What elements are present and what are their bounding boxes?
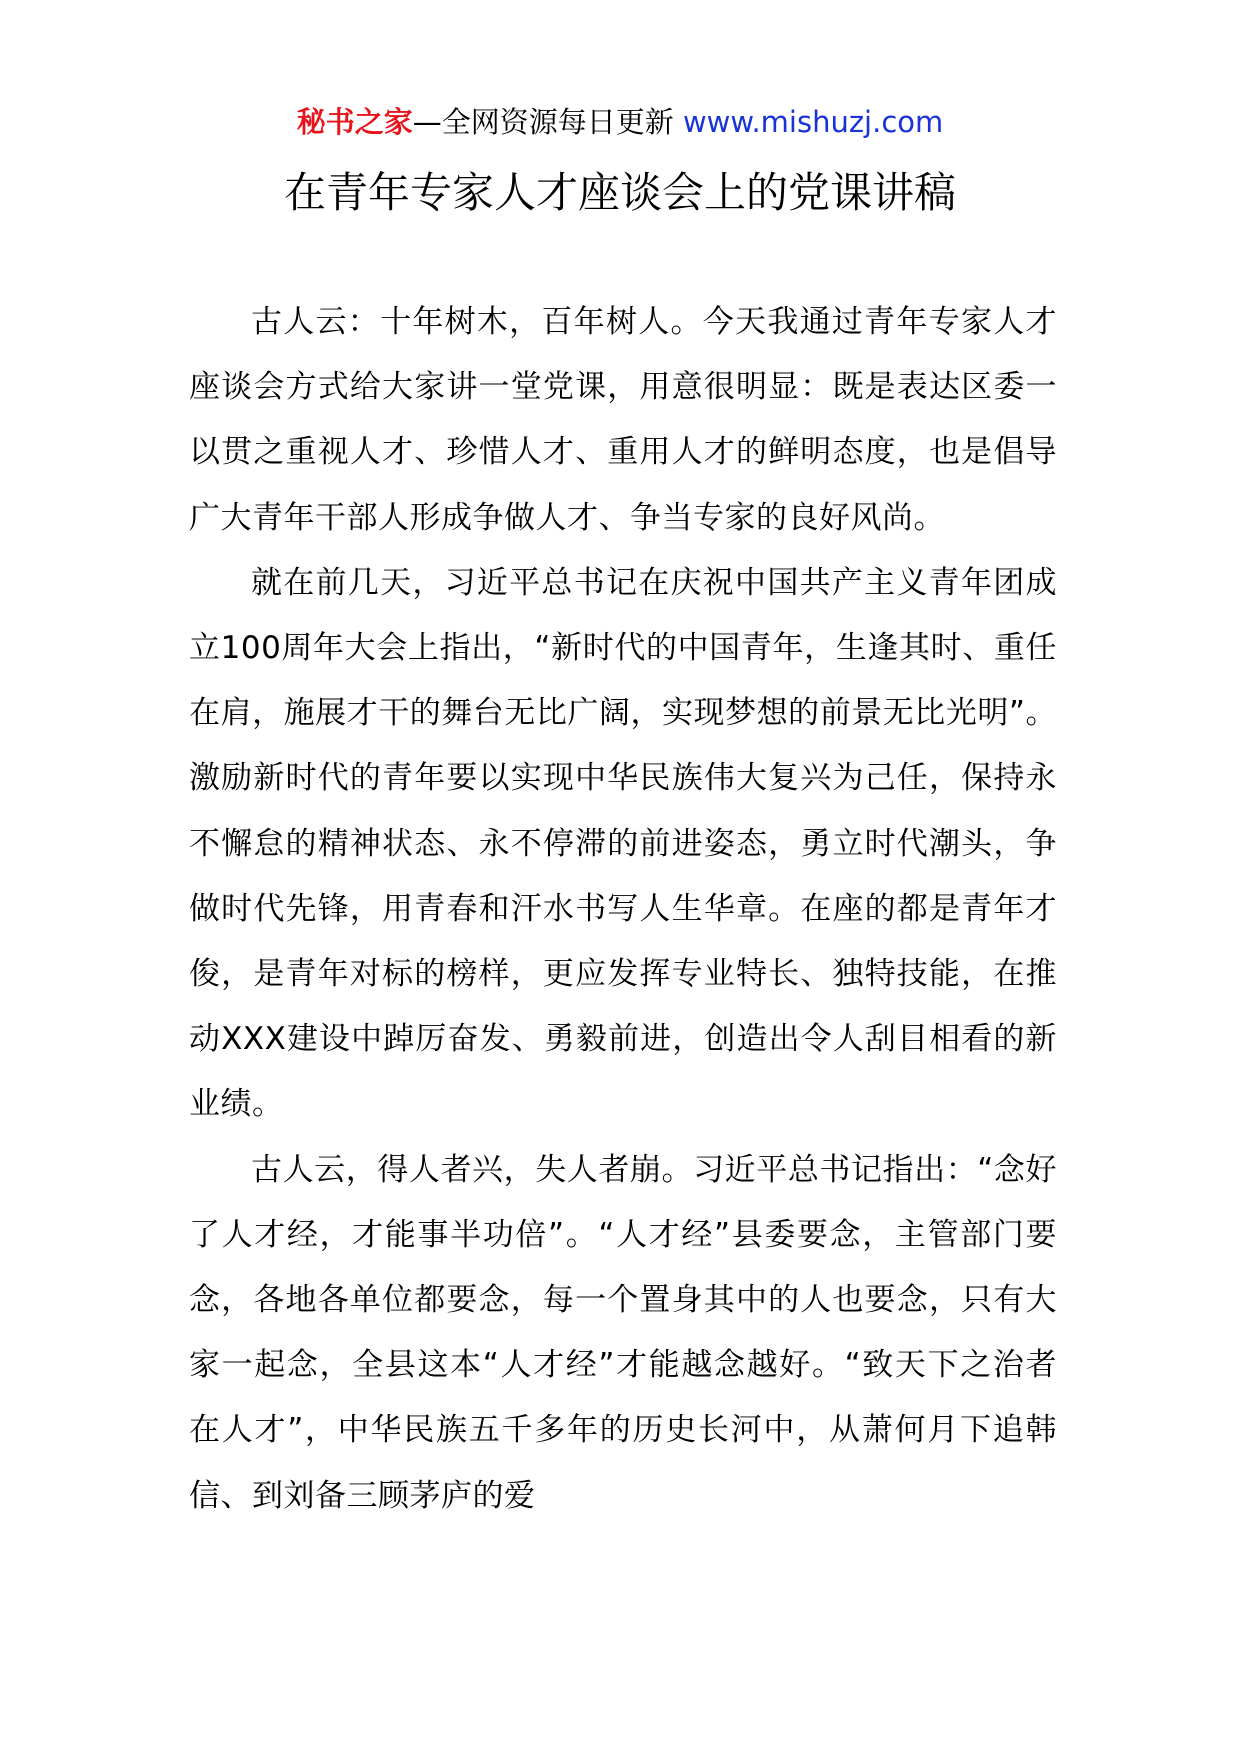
paragraph-2: 就在前几天，习近平总书记在庆祝中国共产主义青年团成立100周年大会上指出，“新时代的中国青年，生逢其时、重任在肩，施展才干的舞台无比广阔，实现梦想的前景无比光明”。激励新时代的青年要以实现中华民族伟大复兴为己任，保持永不懈怠的精神状态、永不停滞的前进姿态，勇立时代潮头，争做时代先锋，用青春和汗水书写人生华章。在座的都是青年才俊，是青年对标的榜样，更应发挥专业特长、独特技能，在推动XXX建设中踔厉奋发、勇毅前进，创造出令人刮目相看的新业绩。 — [189, 564, 1057, 1123]
paragraph-3: 古人云，得人者兴，失人者崩。习近平总书记指出：“念好了人才经，才能事半功倍”。“人才经”县委要念，主管部门要念，各地各单位都要念，每一个置身其中的人也要念，只有大家一起念，全县这本“人才经”才能越念越好。“致天下之治者在人才”，中华民族五千多年的历史长河中，从萧何月下追韩信、到刘备三顾茅庐的爱 — [189, 1151, 1057, 1514]
site-header — [0, 100, 1240, 144]
document-body — [189, 290, 1057, 1529]
document-title: 在青年专家人才座谈会上的党课讲稿 — [283, 168, 956, 217]
site-brand: 秘书之家 — [296, 105, 413, 139]
site-tagline: —全网资源每日更新 — [412, 105, 674, 139]
paragraph-1: 古人云：十年树木，百年树人。今天我通过青年专家人才座谈会方式给大家讲一堂党课，用意很明显：既是表达区委一以贯之重视人才、珍惜人才、重用人才的鲜明态度，也是倡导广大青年干部人形成争做人才、争当专家的良好风尚。 — [189, 304, 1057, 536]
site-url-link[interactable]: www.mishuzj.com — [682, 105, 944, 139]
